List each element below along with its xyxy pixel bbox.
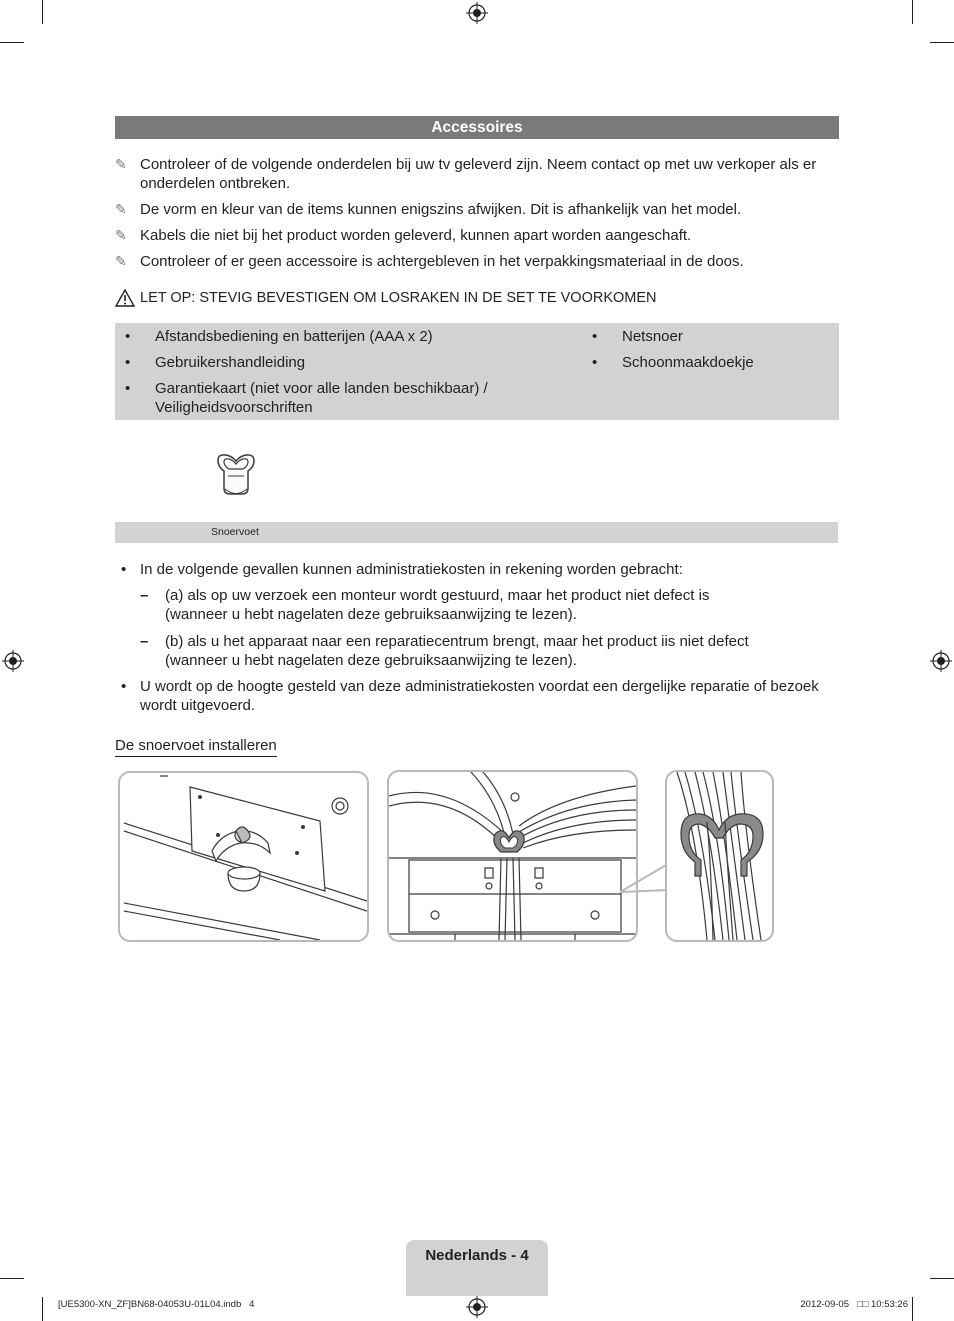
list-item: [125, 379, 525, 417]
tv-stand-drawing: [120, 773, 367, 940]
registration-mark-icon: [930, 650, 952, 672]
accessory-label: Schoonmaakdoekje: [622, 354, 754, 371]
page-label: Nederlands - 4: [425, 1247, 529, 1264]
sub-bullet-text: (a) als op uw verzoek een monteur wordt gestuurd, maar het product niet defect is (wanneer u hebt nagelaten deze gebruiksaanwijzing te lezen).: [165, 587, 710, 623]
slug-timestamp: 2012-09-05 □□ 10:53:26: [800, 1299, 908, 1310]
pencil-note-icon: ✎: [115, 156, 127, 172]
install-heading: De snoervoet installeren: [115, 736, 277, 757]
pencil-note-icon: ✎: [115, 227, 127, 243]
sub-bullet-text: (b) als u het apparaat naar een reparatiecentrum brengt, maar het product iis niet defect (wanneer u hebt nagelaten deze gebruiksaanwijzing te lezen).: [165, 633, 749, 669]
caution-line: [115, 289, 839, 307]
note-text: De vorm en kleur van de items kunnen enigszins afwijken. Dit is afhankelijk van het model.: [140, 201, 742, 218]
list-item: [592, 327, 832, 346]
holder-zoom-drawing: [667, 772, 772, 940]
crop-mark: [930, 1278, 954, 1279]
crop-mark: [930, 42, 954, 43]
bullet-icon: •: [125, 328, 131, 345]
bullet-icon: •: [121, 678, 127, 695]
crop-mark: [42, 1297, 43, 1321]
pencil-note-icon: ✎: [115, 253, 127, 269]
bullet-icon: •: [592, 354, 598, 371]
list-item: [140, 586, 830, 624]
caution-text: LET OP: STEVIG BEVESTIGEN OM LOSRAKEN IN DE SET TE VOORKOMEN: [140, 290, 657, 306]
bullet-text: U wordt op de hoogte gesteld van deze administratiekosten voordat een dergelijke reparatie of bezoek wordt uitgevoerd.: [140, 678, 819, 714]
registration-mark-icon: [466, 2, 488, 24]
callout-pointer: [618, 860, 670, 900]
holder-wire-image: [212, 452, 260, 502]
list-item: [115, 677, 839, 715]
bullet-icon: •: [592, 328, 598, 345]
list-item: [125, 353, 525, 372]
crop-mark: [0, 1278, 24, 1279]
registration-mark-icon: [2, 650, 24, 672]
section-title: Accessoires: [115, 116, 839, 139]
accessory-label: Gebruikershandleiding: [155, 354, 306, 371]
note-item: [115, 155, 835, 193]
crop-mark: [912, 1297, 913, 1321]
note-text: Kabels die niet bij het product worden geleverd, kunnen apart worden aangeschaft.: [140, 227, 692, 244]
product-label: Snoervoet: [211, 526, 259, 538]
page-number-tab: [406, 1240, 548, 1296]
product-label-bar: [115, 522, 838, 543]
bullet-text: In de volgende gevallen kunnen administratiekosten in rekening worden gebracht:: [140, 561, 683, 578]
note-text: Controleer of de volgende onderdelen bij uw tv geleverd zijn. Neem contact op met uw verkoper als er onderdelen ontbreken.: [140, 156, 817, 192]
list-item: [592, 353, 832, 372]
dash-icon: –: [140, 633, 149, 650]
cable-routing-drawing: [389, 772, 636, 940]
accessory-label: Netsnoer: [622, 328, 683, 345]
note-item: [115, 252, 835, 271]
list-item: [125, 327, 525, 346]
crop-mark: [0, 42, 24, 43]
warning-triangle-icon: [115, 289, 135, 307]
note-item: [115, 226, 835, 245]
install-step-3-zoom-illustration: [665, 770, 774, 942]
bullet-icon: •: [125, 380, 131, 397]
accessory-label: Afstandsbediening en batterijen (AAA x 2): [155, 328, 433, 345]
crop-mark: [42, 0, 43, 24]
dash-icon: –: [140, 587, 149, 604]
accessories-list: [115, 323, 839, 420]
bullet-icon: •: [125, 354, 131, 371]
bullet-icon: •: [121, 561, 127, 578]
install-step-1-illustration: [118, 771, 369, 942]
install-step-2-illustration: [387, 770, 638, 942]
note-item: [115, 200, 835, 219]
note-text: Controleer of er geen accessoire is achtergebleven in het verpakkingsmateriaal in de doos.: [140, 253, 744, 270]
list-item: [140, 632, 830, 670]
accessory-label: Garantiekaart (niet voor alle landen beschikbaar) / Veiligheidsvoorschriften: [155, 380, 488, 416]
list-item: [115, 560, 839, 579]
slug-filename: [UE5300-XN_ZF]BN68-04053U-01L04.indb 4: [58, 1299, 255, 1310]
registration-mark-icon: [466, 1296, 488, 1318]
crop-mark: [912, 0, 913, 24]
pencil-note-icon: ✎: [115, 201, 127, 217]
